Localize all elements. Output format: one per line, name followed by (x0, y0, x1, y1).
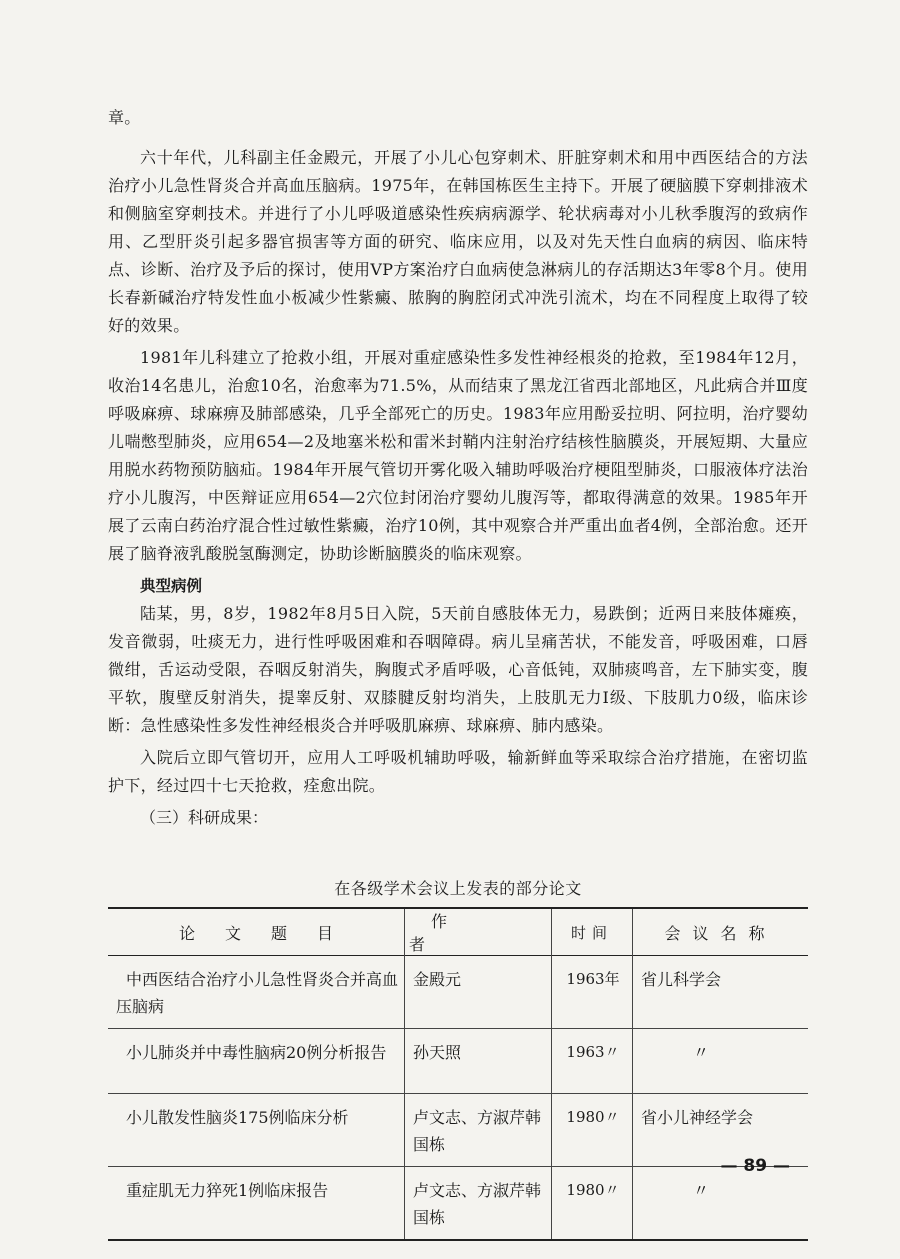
cell-author: 卢文志、方淑芹韩国栋 (405, 1094, 552, 1167)
header-author: 作者 (405, 908, 552, 956)
cell-author: 孙天照 (405, 1029, 552, 1094)
page-number: — 89 — (720, 1156, 790, 1176)
table-row (108, 1029, 808, 1094)
table-row (108, 956, 808, 1029)
cell-time: 1980〃 (552, 1094, 633, 1167)
header-meeting: 会议名称 (633, 908, 809, 956)
cell-author: 卢文志、方淑芹韩国栋 (405, 1167, 552, 1241)
cell-meeting: 省小儿神经学会 (633, 1094, 809, 1167)
cell-time: 1963年 (552, 956, 633, 1029)
cell-author: 金殿元 (405, 956, 552, 1029)
cell-title: 小儿散发性脑炎175例临床分析 (108, 1094, 405, 1167)
paragraph-sixties: 六十年代，儿科副主任金殿元，开展了小儿心包穿刺术、肝脏穿刺术和用中西医结合的方法治疗小儿急性肾炎合并高血压脑病。1975年，在韩国栋医生主持下。开展了硬脑膜下穿刺排液术和侧脑室穿刺技术。并进行了小儿呼吸道感染性疾病病源学、轮状病毒对小儿秋季腹泻的致病作用、乙型肝炎引起多器官损害等方面的研究、临床应用，以及对先天性白血病的病因、临床特点、诊断、治疗及予后的探讨，使用VP方案治疗白血病使急淋病儿的存活期达3年零8个月。使用长春新碱治疗特发性血小板减少性紫癜、脓胸的胸腔闭式冲洗引流术，均在不同程度上取得了较好的效果。 (108, 148, 808, 335)
table-header-row (108, 908, 808, 956)
header-title: 论文题目 (178, 923, 363, 943)
cell-time: 1963〃 (552, 1029, 633, 1094)
cell-meeting: 省儿科学会 (633, 956, 809, 1029)
paragraph-1981: 1981年儿科建立了抢救小组，开展对重症感染性多发性神经根炎的抢救，至1984年12月，收治14名患儿，治愈10名，治愈率为71.5%，从而结束了黑龙江省西北部地区，凡此病合并Ⅲ度呼吸麻痹、球麻痹及肺部感染，几乎全部死亡的历史。1983年应用酚妥拉明、阿拉明，治疗婴幼儿喘憋型肺炎，应用654—2及地塞米松和雷米封鞘内注射治疗结核性脑膜炎，开展短期、大量应用脱水药物预防脑疝。1984年开展气管切开雾化吸入辅助呼吸治疗梗阻型肺炎，口服液体疗法治疗小儿腹泻，中医辩证应用654—2穴位封闭治疗婴幼儿腹泻等，都取得满意的效果。1985年开展了云南白药治疗混合性过敏性紫癜，治疗10例，其中观察合并严重出血者4例，全部治愈。还开展了脑脊液乳酸脱氢酶测定，协助诊断脑膜炎的临床观察。 (108, 348, 808, 563)
cell-meeting: 〃 (633, 1029, 809, 1094)
papers-table (108, 907, 808, 1241)
table-row (108, 1167, 808, 1241)
paragraph-continuation: 章。 (108, 108, 141, 127)
header-time: 时间 (552, 908, 633, 956)
cell-title: 重症肌无力猝死1例临床报告 (108, 1167, 405, 1241)
paragraph-treatment: 入院后立即气管切开，应用人工呼吸机辅助呼吸，输新鲜血等采取综合治疗措施，在密切监护下，经过四十七天抢救，痊愈出院。 (108, 748, 808, 795)
paragraph-case: 陆某，男，8岁，1982年8月5日入院，5天前自感肢体无力，易跌倒；近两日来肢体瘫痪，发音微弱，吐痰无力，进行性呼吸困难和吞咽障碍。病儿呈痛苦状，不能发音，呼吸困难，口唇微绀，舌运动受限，吞咽反射消失，胸腹式矛盾呼吸，心音低钝，双肺痰鸣音，左下肺实变，腹平软，腹壁反射消失，提睾反射、双膝腱反射均消失，上肢肌无力Ⅰ级、下肢肌力0级，临床诊断：急性感染性多发性神经根炎合并呼吸肌麻痹、球麻痹、肺内感染。 (108, 604, 808, 735)
page-body (108, 104, 808, 1241)
cell-title: 小儿肺炎并中毒性脑病20例分析报告 (108, 1029, 405, 1094)
table-caption: 在各级学术会议上发表的部分论文 (334, 879, 582, 898)
section-heading-research: （三）科研成果： (140, 808, 269, 827)
cell-time: 1980〃 (552, 1167, 633, 1241)
cell-meeting: 〃 (633, 1167, 809, 1241)
section-heading-typical-case: 典型病例 (140, 577, 203, 595)
table-row (108, 1094, 808, 1167)
cell-title: 中西医结合治疗小儿急性肾炎合并高血压脑病 (116, 970, 399, 1016)
